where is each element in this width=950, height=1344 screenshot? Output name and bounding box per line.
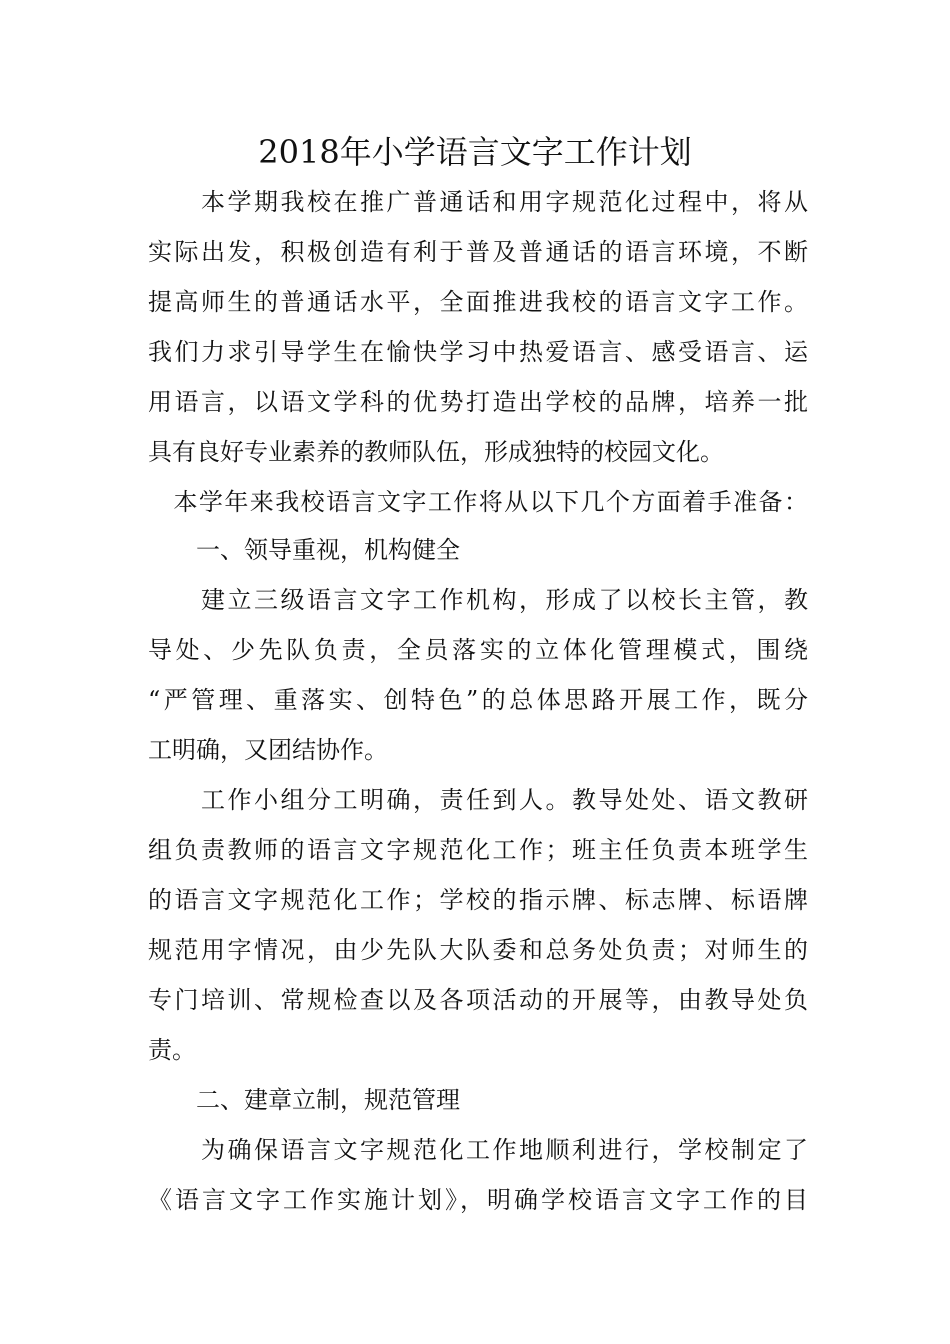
paragraph-line: 导处、少先队负责，全员落实的立体化管理模式，围绕: [148, 636, 808, 664]
paragraph-line: 的语言文字规范化工作；学校的指示牌、标志牌、标语牌: [148, 886, 808, 914]
paragraph-line: 工作小组分工明确，责任到人。教导处处、语文教研: [148, 786, 808, 814]
paragraph-line: “严管理、重落实、创特色”的总体思路开展工作，既分: [148, 686, 808, 714]
paragraph-line: 用语言，以语文学科的优势打造出学校的品牌，培养一批: [148, 388, 808, 416]
section-heading: 一、领导重视，机构健全: [148, 536, 460, 564]
document-title: 2018年小学语言文字工作计划: [258, 133, 692, 171]
paragraph-line: 本学期我校在推广普通话和用字规范化过程中，将从: [148, 188, 808, 216]
paragraph-line: 责。: [148, 1036, 196, 1064]
paragraph-line: 规范用字情况，由少先队大队委和总务处负责；对师生的: [148, 936, 808, 964]
paragraph-line: 实际出发，积极创造有利于普及普通话的语言环境，不断: [148, 238, 808, 266]
paragraph-line: 提高师生的普通话水平，全面推进我校的语言文字工作。: [148, 288, 808, 316]
paragraph-line: 《语言文字工作实施计划》，明确学校语言文字工作的目: [148, 1186, 808, 1214]
paragraph-line: 我们力求引导学生在愉快学习中热爱语言、感受语言、运: [148, 338, 808, 366]
paragraph-line: 工明确，又团结协作。: [148, 736, 388, 764]
paragraph-line: 专门培训、常规检查以及各项活动的开展等，由教导处负: [148, 986, 808, 1014]
paragraph-line: 组负责教师的语言文字规范化工作；班主任负责本班学生: [148, 836, 808, 864]
paragraph-line: 为确保语言文字规范化工作地顺利进行，学校制定了: [148, 1136, 808, 1164]
section-heading: 二、建章立制，规范管理: [148, 1086, 460, 1114]
paragraph-line: 建立三级语言文字工作机构，形成了以校长主管，教: [148, 586, 808, 614]
paragraph-line: 具有良好专业素养的教师队伍，形成独特的校园文化。: [148, 438, 724, 466]
paragraph-line: 本学年来我校语言文字工作将从以下几个方面着手准备：: [148, 488, 808, 516]
